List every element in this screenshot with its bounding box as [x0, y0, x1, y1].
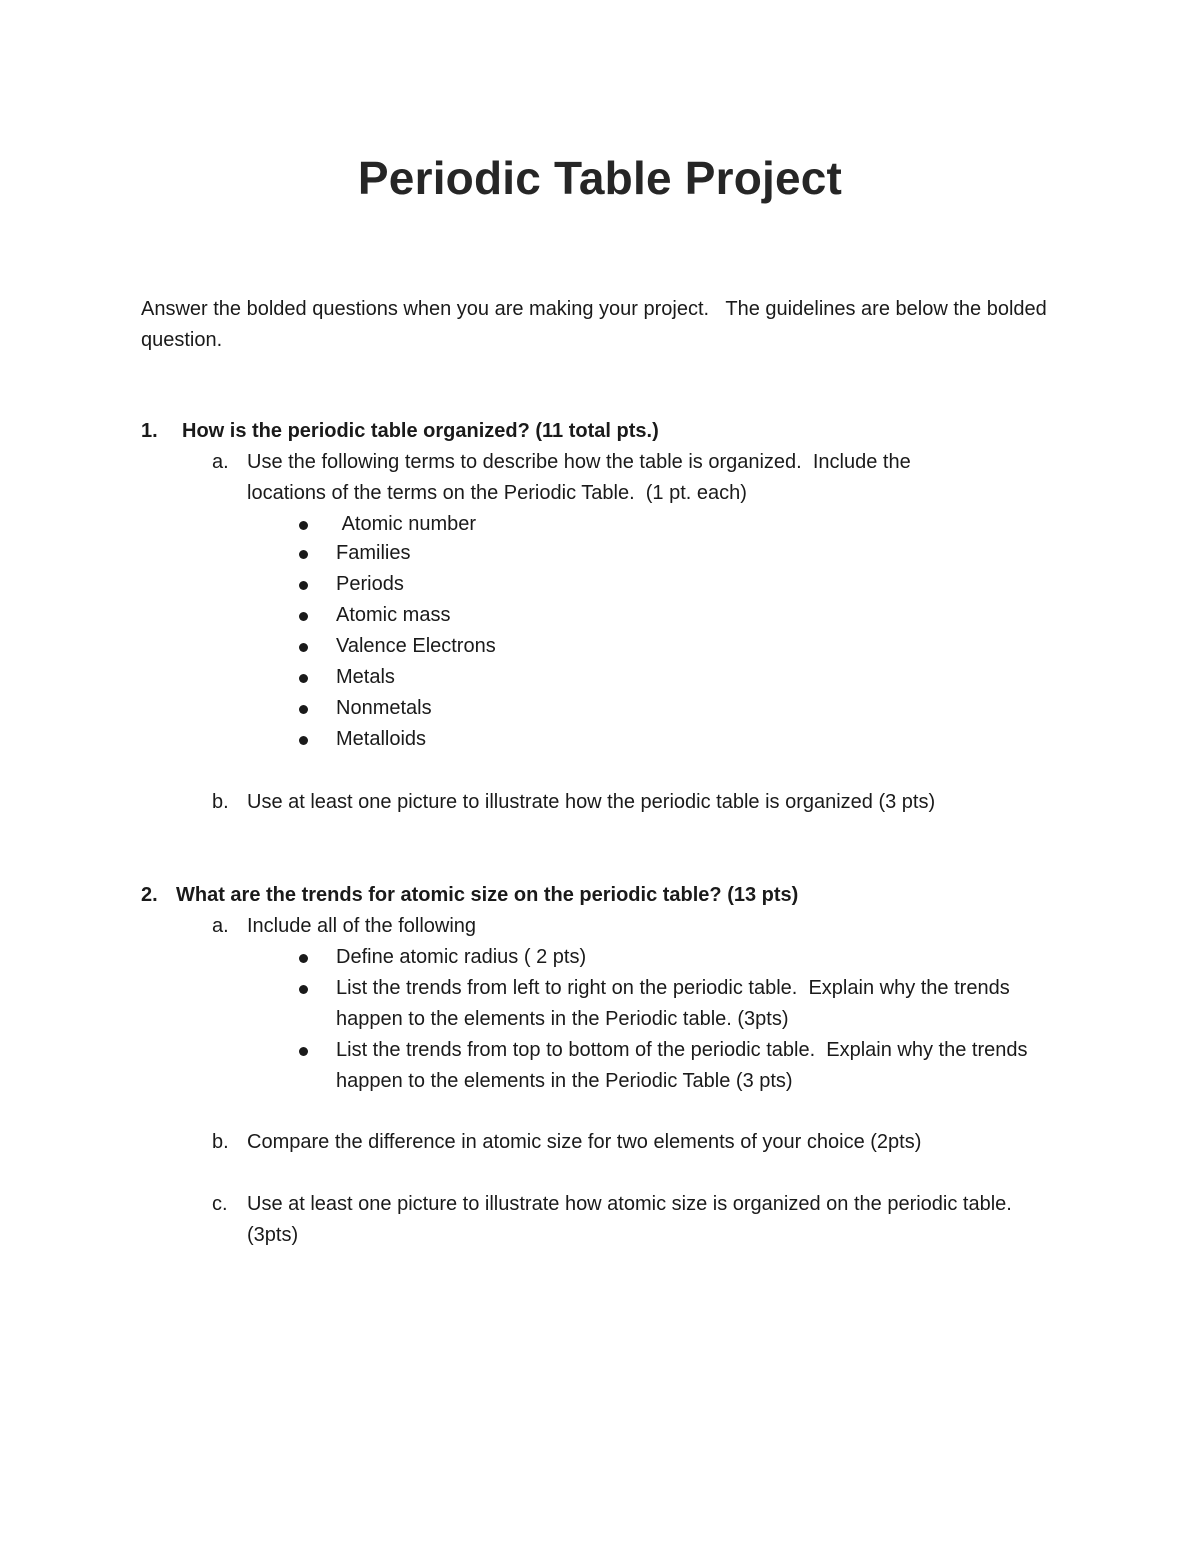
bullet-icon — [299, 521, 308, 530]
bullet-icon — [299, 643, 308, 652]
q2-item-top-bottom: List the trends from top to bottom of the periodic table. Explain why the trends happen to the elements in the Periodic Table (3 pts) — [336, 1039, 1034, 1092]
q2-item-left-right: List the trends from left to right on the periodic table. Explain why the trends happen to the elements in the Periodic table. (3pts) — [336, 977, 1016, 1030]
page-title: Periodic Table Project — [357, 152, 843, 204]
q1-term-valence-electrons: Valence Electrons — [336, 635, 496, 657]
bullet-icon — [299, 674, 308, 683]
bullet-icon — [299, 612, 308, 621]
q1-term-families: Families — [336, 542, 411, 564]
q1-part-a-label: a. — [212, 451, 229, 473]
q1-term-metals: Metals — [336, 666, 395, 688]
question-1-number: 1. — [141, 420, 158, 442]
q2-part-b-label: b. — [212, 1131, 229, 1153]
bullet-icon — [299, 1047, 308, 1056]
q2-part-c-label: c. — [212, 1193, 228, 1215]
q1-term-periods: Periods — [336, 573, 404, 595]
q2-part-b-text: Compare the difference in atomic size for two elements of your choice (2pts) — [247, 1131, 922, 1153]
question-1-text: How is the periodic table organized? (11 total pts.) — [182, 420, 659, 442]
q1-term-nonmetals: Nonmetals — [336, 697, 432, 719]
q2-part-a-label: a. — [212, 915, 229, 937]
bullet-icon — [299, 550, 308, 559]
q1-part-a-text: Use the following terms to describe how the table is organized. Include the locations of the terms on the Periodic Table. (1 pt. each) — [247, 451, 917, 504]
q2-part-c-text: Use at least one picture to illustrate how atomic size is organized on the periodic table. (3pts) — [247, 1193, 1018, 1246]
q2-part-a-text: Include all of the following — [247, 915, 477, 937]
q1-term-metalloids: Metalloids — [336, 728, 427, 750]
q1-term-atomic-mass: Atomic mass — [336, 604, 451, 626]
q1-part-b-label: b. — [212, 791, 229, 813]
bullet-icon — [299, 705, 308, 714]
bullet-icon — [299, 954, 308, 963]
bullet-icon — [299, 985, 308, 994]
q1-part-b-text: Use at least one picture to illustrate how the periodic table is organized (3 pts) — [247, 791, 936, 813]
q2-item-define-radius: Define atomic radius ( 2 pts) — [336, 946, 587, 968]
bullet-icon — [299, 581, 308, 590]
q1-term-atomic-number: Atomic number — [336, 513, 477, 535]
question-2-number: 2. — [141, 884, 158, 906]
question-2-text: What are the trends for atomic size on the periodic table? (13 pts) — [176, 884, 799, 906]
intro-paragraph: Answer the bolded questions when you are making your project. The guidelines are below the bolded question. — [141, 298, 1053, 351]
bullet-icon — [299, 736, 308, 745]
